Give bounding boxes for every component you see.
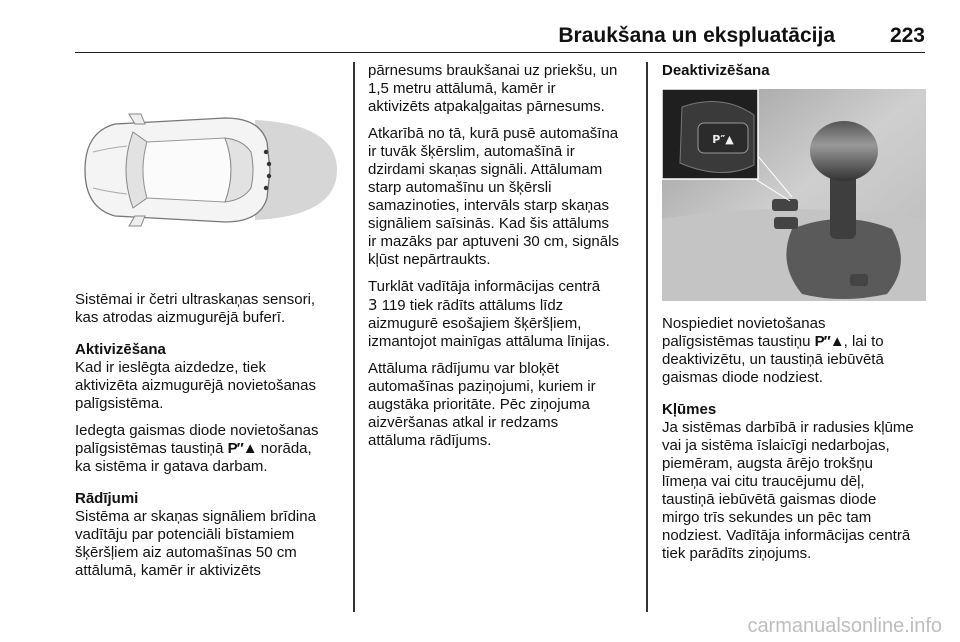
activation-heading: Aktivizēšana — [75, 341, 166, 358]
parking-button-label: P″▲ — [712, 133, 734, 146]
intro-text: Sistēmai ir četri ultraskaņas sensori, kas atrodas aizmugurējā buferī. — [75, 291, 316, 326]
column-2 — [368, 62, 640, 459]
parking-assist-symbol: P″▲ — [227, 440, 257, 457]
column-divider-1 — [353, 62, 355, 612]
parking-assist-symbol-2: P″▲ — [814, 333, 844, 350]
watermark: carmanualsonline.info — [747, 615, 942, 637]
col2-paragraph-4: Attāluma rādījumu var bloķēt automašīnas paziņojumi, kuriem ir augstāka prioritāte. Pēc ziņojuma aizvēršanas atkal ir redzams attāluma rādījums. — [368, 360, 596, 449]
deactivation-heading: Deaktivizēšana — [662, 62, 770, 79]
deactivation-text — [662, 315, 926, 387]
page-header — [75, 22, 925, 53]
led-text — [75, 422, 345, 476]
col2-paragraph-3 — [368, 278, 640, 351]
col2-paragraph-2: Atkarībā no tā, kurā pusē automašīna ir tuvāk šķērslim, automašīnā ir dzirdami skaņas signāli. Attālumam starp automašīnu un šķērsli samazinoties, intervāls starp skaņas signāliem saīsinās. Kad šis attālums ir mazāks par aptuveni 30 cm, signāls kļūst nepārtraukts. — [368, 125, 619, 268]
deactivation-text-start: Nospiediet novietošanas palīgsistēmas taustiņu — [662, 315, 826, 350]
indications-heading: Rādījumi — [75, 490, 139, 507]
column-3 — [662, 62, 926, 572]
faults-text: Ja sistēmas darbībā ir radusies kļūme vai ja sistēma īslaicīgi nedarbojas, piemēram, augsta ārējo trokšņu līmeņa vai citu traucējumu dēļ, taustiņā iebūvētā gaismas diode mirgo trīs sekundes un pēc tam nodziest. Vadītāja informācijas centrā tiek parādīts ziņojums. — [662, 419, 914, 562]
col2-p3-end: 119 tiek rādīts attālums līdz aizmugurē esošajiem šķēršļiem, izmantojot mainīgas attāluma līnijas. — [368, 297, 610, 350]
deactivation-text-end: , lai to deaktivizētu, un taustiņā iebūvētā gaismas diode nodziest. — [662, 333, 884, 386]
col2-p3-start: Turklāt vadītāja informācijas centrā — [368, 278, 601, 295]
column-divider-2 — [646, 62, 648, 612]
page-title: Braukšana un ekspluatācija — [558, 24, 835, 47]
console-button-photo — [662, 89, 926, 301]
led-text-start: Iedegta gaismas diode novietošanas palīgsistēmas taustiņā — [75, 422, 319, 457]
page-number: 223 — [889, 24, 925, 47]
col2-paragraph-1: pārnesums braukšanai uz priekšu, un 1,5 metru attālumā, kamēr ir aktivizēts atpakaļgaitas pārnesums. — [368, 62, 618, 115]
car-sensor-illustration — [75, 62, 345, 277]
led-text-end: norāda, ka sistēma ir gatava darbam. — [75, 440, 312, 475]
indications-text: Sistēma ar skaņas signāliem brīdina vadītāju par potenciāli bīstamiem šķēršļiem aiz automašīnas 50 cm attālumā, kamēr ir aktivizēts — [75, 508, 316, 579]
page-reference-icon: 3 — [368, 296, 378, 314]
activation-text: Kad ir ieslēgta aizdedze, tiek aktivizēta aizmugurējā novietošanas palīgsistēma. — [75, 359, 316, 412]
column-1 — [75, 62, 345, 589]
faults-heading: Kļūmes — [662, 401, 717, 418]
